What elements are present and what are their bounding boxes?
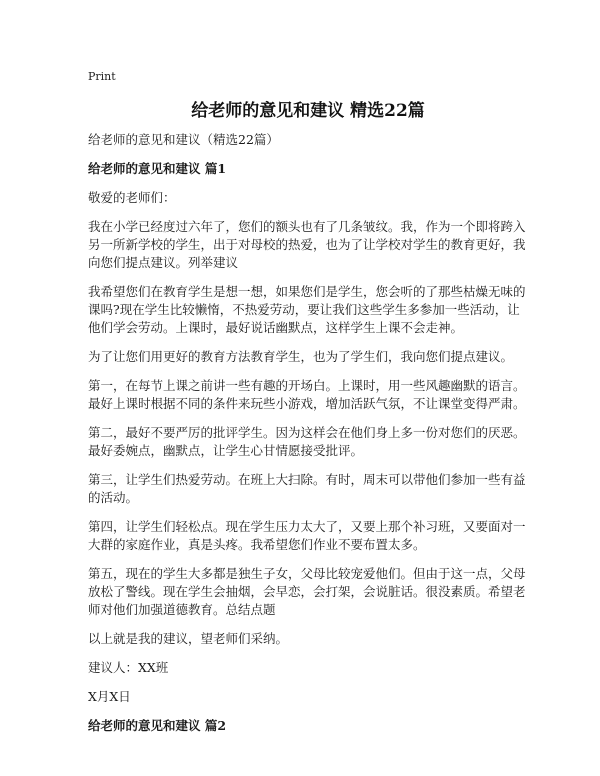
paragraph: 我在小学已经度过六年了，您们的额头也有了几条皱纹。我，作为一个即将跨入另一所新学校的学生，出于对母校的热爱，也为了让学校对学生的教育更好，我向您们提点建议。列举建议 <box>88 219 526 270</box>
paragraph: 第三，让学生们热爱劳动。在班上大扫除。有时，周末可以带他们参加一些有益的活动。 <box>88 472 526 505</box>
print-link[interactable]: Print <box>88 70 116 83</box>
date: X月X日 <box>88 689 131 704</box>
paragraph: 第二，最好不要严厉的批评学生。因为这样会在他们身上多一份对您们的厌恶。最好委婉点，幽默点，让学生心甘情愿接受批评。 <box>88 425 526 458</box>
salutation: 敬爱的老师们： <box>88 190 176 205</box>
paragraph: 第一，在每节上课之前讲一些有趣的开场白。上课时，用一些风趣幽默的语言。最好上课时根据不同的条件来玩些小游戏，增加活跃气氛，不让课堂变得严肃。 <box>88 378 526 411</box>
paragraph: 第五，现在的学生大多都是独生子女，父母比较宠爱他们。但由于这一点，父母放松了警线。现在学生会抽烟，会早恋，会打架，会说脏话。很没素质。希望老师对他们加强道德教育。总结点题 <box>88 566 526 617</box>
signer: 建议人：XX班 <box>88 660 169 675</box>
section-heading-2: 给老师的意见和建议 篇2 <box>88 718 227 733</box>
paragraph: 我希望您们在教育学生是想一想，如果您们是学生，您会听的了那些枯燥无味的课吗?现在学生比较懒惰，不热爱劳动，要让我们这些学生多参加一些活动，让他们学会劳动。上课时，最好说话幽默点，这样学生上课不会走神。 <box>88 284 526 335</box>
paragraph: 为了让您们用更好的教育方法教育学生，也为了学生们，我向您们提点建议。 <box>88 349 514 364</box>
paragraph: 第四，让学生们轻松点。现在学生压力太大了，又要上那个补习班，又要面对一大群的家庭作业，真是头疼。我希望您们作业不要布置太多。 <box>88 519 526 552</box>
paragraph: 以上就是我的建议，望老师们采纳。 <box>88 631 289 646</box>
page-title: 给老师的意见和建议 精选22篇 <box>191 101 425 121</box>
section-heading-1: 给老师的意见和建议 篇1 <box>88 161 227 176</box>
document-body <box>88 131 528 746</box>
document-subtitle: 给老师的意见和建议（精选22篇） <box>88 132 279 147</box>
